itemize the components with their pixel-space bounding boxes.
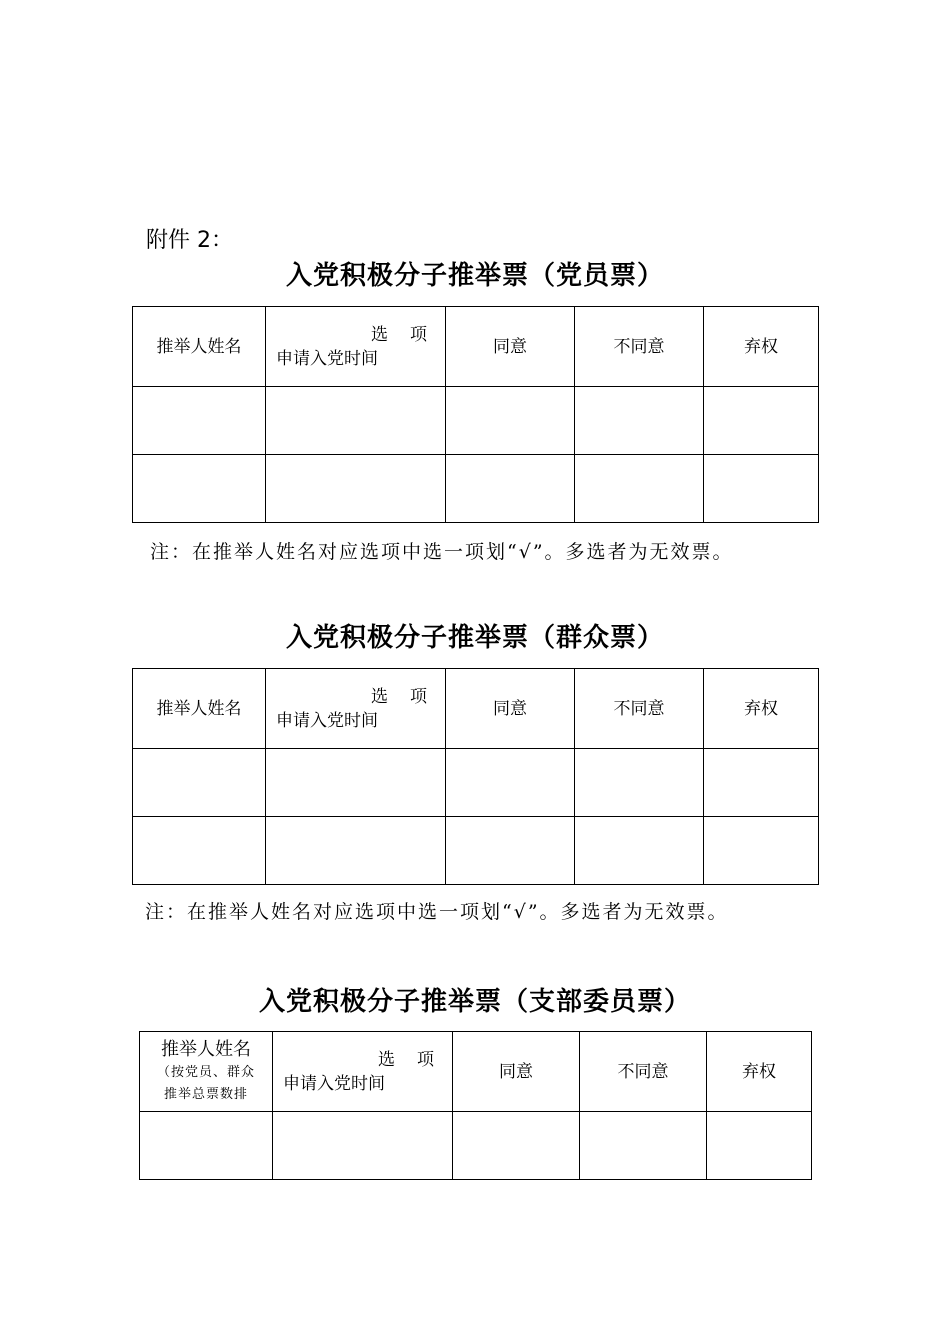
header-disagree: 不同意 [575,307,704,387]
header-option-diagonal [273,1032,453,1112]
agree-cell[interactable] [446,817,575,885]
ballot-title-party-member: 入党积极分子推举票（党员票） [285,261,664,291]
header-agree: 同意 [453,1032,580,1112]
name-cell[interactable] [133,749,266,817]
apply-time-cell[interactable] [266,387,446,455]
abstain-cell[interactable] [704,749,819,817]
ballot-table-branch-committee [139,1031,812,1180]
disagree-cell[interactable] [580,1112,707,1180]
agree-cell[interactable] [453,1112,580,1180]
agree-cell[interactable] [446,387,575,455]
header-option-diagonal [266,669,446,749]
apply-time-cell[interactable] [266,749,446,817]
name-cell[interactable] [133,455,266,523]
attachment-label: 附件 2： [146,228,233,253]
header-row [133,307,819,387]
apply-time-cell[interactable] [266,817,446,885]
header-agree: 同意 [446,669,575,749]
abstain-cell[interactable] [704,817,819,885]
disagree-cell[interactable] [575,817,704,885]
agree-cell[interactable] [446,455,575,523]
header-abstain: 弃权 [704,669,819,749]
abstain-cell[interactable] [704,455,819,523]
abstain-cell[interactable] [704,387,819,455]
disagree-cell[interactable] [575,455,704,523]
table-row [133,455,819,523]
ballot-title-branch-committee: 入党积极分子推举票（支部委员票） [258,987,691,1017]
header-abstain: 弃权 [707,1032,812,1112]
disagree-cell[interactable] [575,749,704,817]
table-row [133,817,819,885]
ballot-table-party-member [132,306,819,523]
header-option-char: 项 [417,1050,434,1070]
abstain-cell[interactable] [707,1112,812,1180]
name-cell[interactable] [133,387,266,455]
header-option-diagonal [266,307,446,387]
header-option-char: 选 [378,1050,395,1070]
apply-time-cell[interactable] [266,455,446,523]
header-option-char: 项 [410,687,427,707]
header-row [140,1032,812,1112]
header-apply-time: 申请入党时间 [276,711,378,731]
header-option-char: 选 [371,325,388,345]
ballot-table-masses [132,668,819,885]
header-option-char: 项 [410,325,427,345]
header-name: 推举人姓名 [133,669,266,749]
header-option-char: 选 [371,687,388,707]
header-name: 推举人姓名 [133,307,266,387]
table-row [140,1112,812,1180]
header-name: 推举人姓名 [161,1038,251,1060]
table-row [133,387,819,455]
name-cell[interactable] [140,1112,273,1180]
header-disagree: 不同意 [580,1032,707,1112]
agree-cell[interactable] [446,749,575,817]
header-apply-time: 申请入党时间 [283,1074,385,1094]
name-cell[interactable] [133,817,266,885]
header-apply-time: 申请入党时间 [276,349,378,369]
ballot-note-party-member: 注：在推举人姓名对应选项中选一项划“√”。多选者为无效票。 [150,541,734,563]
header-row [133,669,819,749]
table-row [133,749,819,817]
header-name-with-note [140,1032,273,1112]
ballot-title-masses: 入党积极分子推举票（群众票） [285,623,664,653]
header-abstain: 弃权 [704,307,819,387]
disagree-cell[interactable] [575,387,704,455]
header-name-sub: 推举总票数排 [163,1086,248,1102]
header-disagree: 不同意 [575,669,704,749]
header-agree: 同意 [446,307,575,387]
apply-time-cell[interactable] [273,1112,453,1180]
header-name-sub: （按党员、群众 [156,1064,255,1080]
ballot-note-masses: 注：在推举人姓名对应选项中选一项划“√”。多选者为无效票。 [145,901,729,923]
